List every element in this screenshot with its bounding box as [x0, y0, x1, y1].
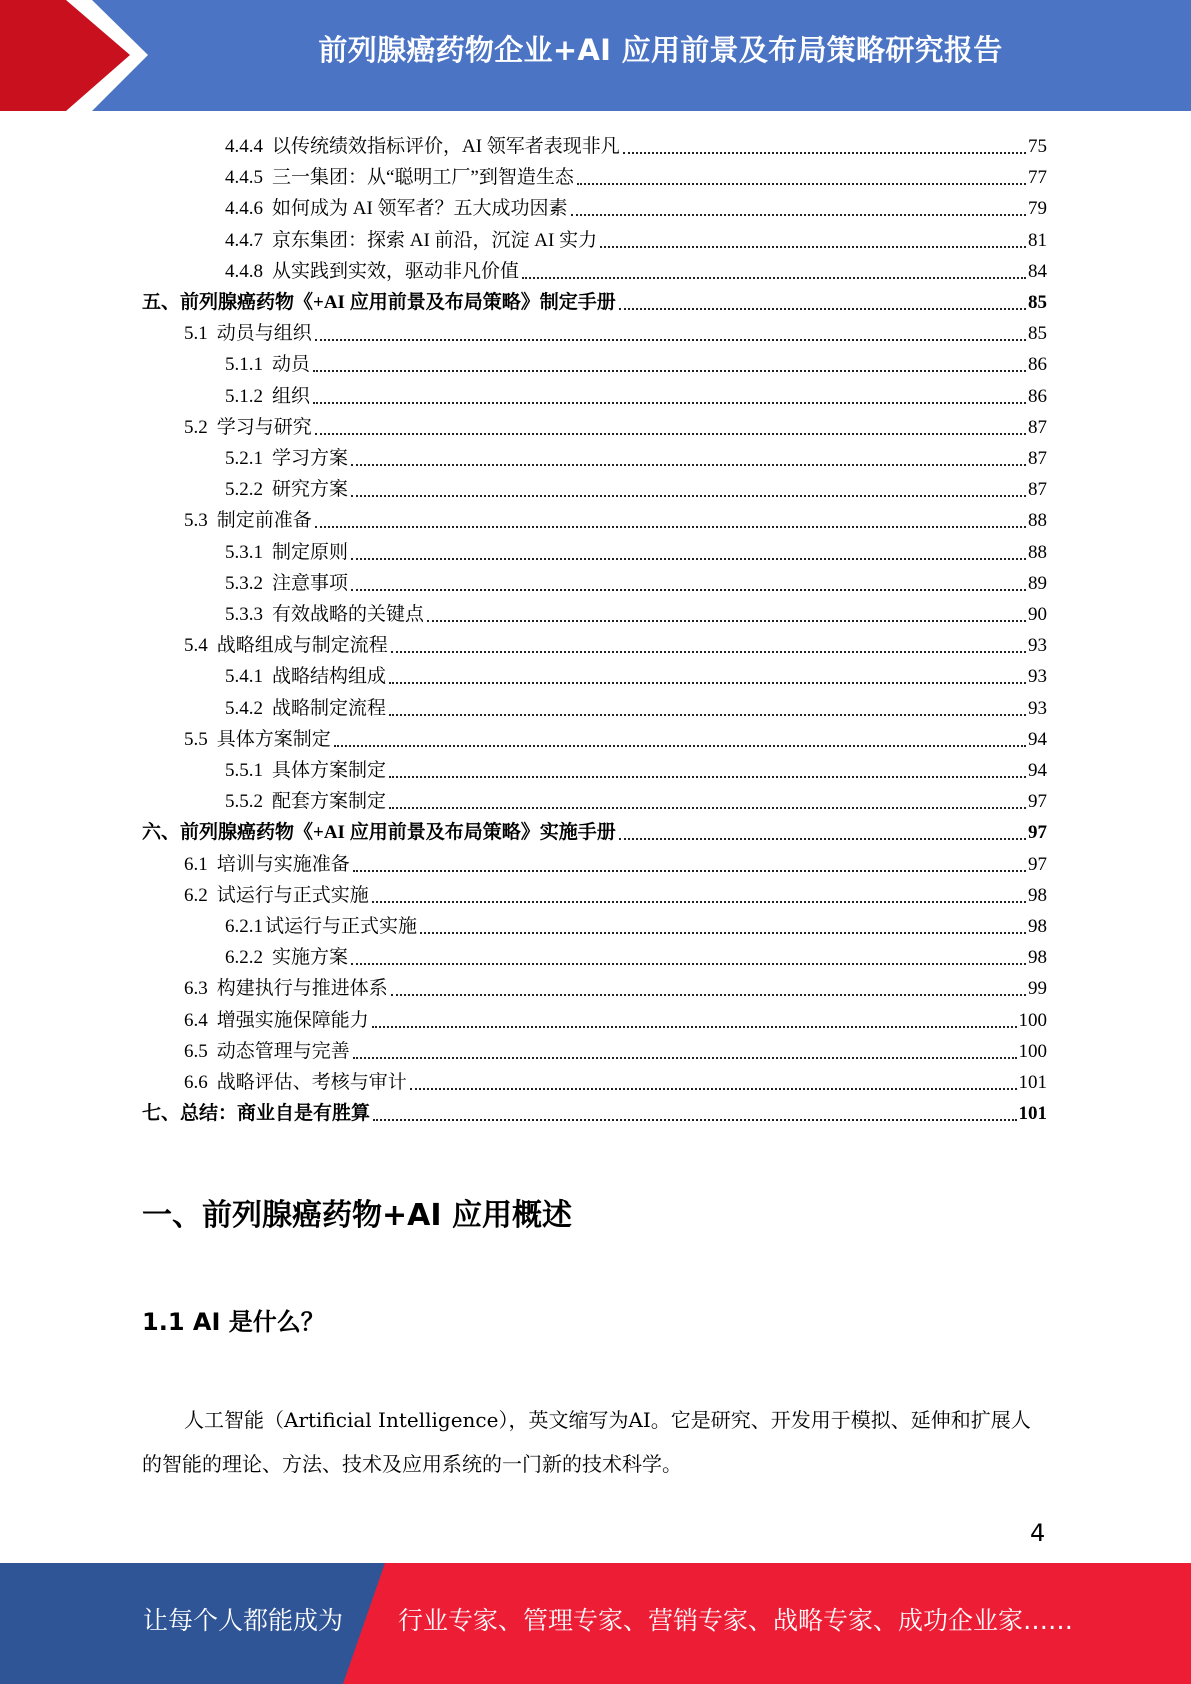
section-heading: 1.1 AI 是什么？ — [142, 1308, 325, 1336]
toc-entry[interactable] — [225, 377, 1047, 408]
toc-entry-title: 研究方案 — [272, 479, 349, 500]
toc-entry-page: 87 — [1028, 417, 1047, 438]
toc-entry-page: 79 — [1028, 198, 1047, 219]
toc-entry-page: 97 — [1028, 854, 1047, 875]
toc-entry-title: 五、前列腺癌药物《+AI 应用前景及布局策略》制定手册 — [142, 292, 616, 313]
toc-entry-number: 6.1 — [184, 854, 208, 875]
toc-entry-number: 6.2.1 — [225, 916, 263, 937]
toc-entry-page: 90 — [1028, 604, 1047, 625]
toc-entry-page: 87 — [1028, 479, 1047, 500]
toc-entry-page: 87 — [1028, 448, 1047, 469]
toc-entry[interactable] — [142, 1094, 1047, 1125]
toc-entry-page: 88 — [1028, 510, 1047, 531]
toc-dot-leader — [351, 558, 1026, 560]
toc-entry-number: 5.3.2 — [225, 573, 263, 594]
toc-entry[interactable] — [225, 533, 1047, 564]
toc-entry-number: 6.4 — [184, 1010, 208, 1031]
toc-entry-page: 93 — [1028, 635, 1047, 656]
toc-entry-page: 100 — [1018, 1041, 1047, 1062]
toc-entry-title: 战略结构组成 — [272, 666, 387, 687]
toc-entry-page: 84 — [1028, 261, 1047, 282]
toc-entry-number: 5.3.3 — [225, 604, 263, 625]
toc-entry-page: 75 — [1028, 136, 1047, 157]
toc-dot-leader — [372, 901, 1026, 903]
toc-entry-title: 增强实施保障能力 — [216, 1010, 369, 1031]
toc-entry-page: 100 — [1018, 1010, 1047, 1031]
toc-entry-number: 5.5.1 — [225, 760, 263, 781]
header-title: 前列腺癌药物企业+AI 应用前景及布局策略研究报告 — [318, 33, 1003, 67]
toc-entry-title: 六、前列腺癌药物《+AI 应用前景及布局策略》实施手册 — [142, 822, 616, 843]
toc-dot-leader — [315, 526, 1026, 528]
toc-entry-page: 98 — [1028, 947, 1047, 968]
toc-dot-leader — [351, 464, 1026, 466]
footer-slogan-left: 让每个人都能成为 — [143, 1606, 344, 1635]
toc-entry-page: 101 — [1018, 1103, 1047, 1124]
toc-dot-leader — [427, 620, 1026, 622]
toc-entry-page: 97 — [1028, 791, 1047, 812]
toc-entry[interactable] — [225, 564, 1047, 595]
toc-entry[interactable] — [184, 876, 1047, 907]
toc-entry[interactable] — [225, 189, 1047, 220]
toc-entry-page: 89 — [1028, 573, 1047, 594]
toc-entry[interactable] — [184, 1032, 1047, 1063]
toc-entry-page: 94 — [1028, 729, 1047, 750]
toc-dot-leader — [623, 152, 1026, 154]
toc-entry-number: 5.1.2 — [225, 386, 263, 407]
toc-dot-leader — [313, 402, 1026, 404]
toc-entry-page: 86 — [1028, 386, 1047, 407]
toc-entry-page: 77 — [1028, 167, 1047, 188]
toc-entry[interactable] — [225, 221, 1047, 252]
toc-dot-leader — [619, 838, 1026, 840]
toc-entry-number: 4.4.6 — [225, 198, 263, 219]
toc-dot-leader — [389, 714, 1026, 716]
toc-entry-number: 4.4.4 — [225, 136, 263, 157]
toc-dot-leader — [315, 339, 1026, 341]
toc-dot-leader — [410, 1088, 1017, 1090]
toc-entry-page: 85 — [1028, 292, 1047, 313]
toc-entry-number: 4.4.5 — [225, 167, 263, 188]
toc-entry[interactable] — [184, 1063, 1047, 1094]
toc-entry[interactable] — [225, 782, 1047, 813]
toc-entry[interactable] — [225, 252, 1047, 283]
toc-entry-title: 具体方案制定 — [272, 760, 387, 781]
toc-entry[interactable] — [225, 470, 1047, 501]
toc-dot-leader — [353, 870, 1026, 872]
toc-entry-title: 注意事项 — [272, 573, 349, 594]
toc-entry-title: 有效战略的关键点 — [272, 604, 425, 625]
toc-dot-leader — [577, 183, 1026, 185]
chapter-heading: 一、前列腺癌药物+AI 应用概述 — [142, 1198, 572, 1233]
toc-entry-title: 从实践到实效，驱动非凡价值 — [272, 261, 520, 282]
toc-entry-page: 99 — [1028, 978, 1047, 999]
toc-entry-title: 战略制定流程 — [272, 698, 387, 719]
toc-entry[interactable] — [184, 626, 1047, 657]
toc-dot-leader — [351, 589, 1026, 591]
footer-slogan-right: 行业专家、管理专家、营销专家、战略专家、成功企业家…… — [398, 1606, 1074, 1635]
toc-entry-title: 培训与实施准备 — [216, 854, 350, 875]
toc-dot-leader — [313, 370, 1026, 372]
toc-entry-title: 以传统绩效指标评价，AI 领军者表现非凡 — [272, 136, 620, 157]
toc-entry-number: 4.4.8 — [225, 261, 263, 282]
toc-entry-page: 98 — [1028, 885, 1047, 906]
toc-entry-number: 5.3.1 — [225, 542, 263, 563]
toc-entry-page: 94 — [1028, 760, 1047, 781]
toc-entry[interactable] — [142, 283, 1047, 314]
page-footer — [0, 1563, 1191, 1684]
toc-entry-title: 如何成为 AI 领军者？五大成功因素 — [272, 198, 568, 219]
toc-dot-leader — [389, 682, 1026, 684]
toc-entry-number: 5.4 — [184, 635, 208, 656]
toc-dot-leader — [522, 277, 1026, 279]
toc-entry[interactable] — [225, 907, 1047, 938]
page-number: 4 — [1030, 1519, 1046, 1547]
toc-entry[interactable] — [225, 158, 1047, 189]
toc-entry-number: 6.2 — [184, 885, 208, 906]
toc-entry-number: 5.2 — [184, 417, 208, 438]
toc-entry-number: 5.1.1 — [225, 354, 263, 375]
toc-entry-title: 动员与组织 — [216, 323, 312, 344]
toc-entry-title: 试运行与正式实施 — [265, 916, 418, 937]
toc-dot-leader — [351, 495, 1026, 497]
toc-entry-number: 6.3 — [184, 978, 208, 999]
toc-entry-number: 5.4.2 — [225, 698, 263, 719]
toc-entry-title: 七、总结：商业自是有胜算 — [142, 1103, 371, 1124]
toc-entry[interactable] — [225, 689, 1047, 720]
body-paragraph: 人工智能（Artificial Intelligence），英文缩写为AI。它是研究、开发用于模拟、延伸和扩展人的智能的理论、方法、技术及应用系统的一门新的技术科学。 — [142, 1408, 1031, 1476]
toc-entry-title: 京东集团：探索 AI 前沿，沉淀 AI 实力 — [272, 230, 598, 251]
toc-entry-number: 6.6 — [184, 1072, 208, 1093]
toc-entry-title: 动员 — [272, 354, 311, 375]
toc-entry-title: 构建执行与推进体系 — [216, 978, 388, 999]
toc-entry[interactable] — [184, 845, 1047, 876]
toc-entry-title: 学习与研究 — [216, 417, 312, 438]
toc-entry[interactable] — [225, 595, 1047, 626]
toc-entry[interactable] — [225, 439, 1047, 470]
toc-dot-leader — [619, 308, 1026, 310]
toc-entry-number: 5.3 — [184, 510, 208, 531]
toc-entry-number: 5.1 — [184, 323, 208, 344]
toc-entry-number: 5.5.2 — [225, 791, 263, 812]
toc-dot-leader — [334, 745, 1026, 747]
toc-entry[interactable] — [184, 969, 1047, 1000]
toc-entry-page: 93 — [1028, 666, 1047, 687]
toc-dot-leader — [391, 994, 1026, 996]
toc-dot-leader — [571, 214, 1026, 216]
toc-entry-number: 6.2.2 — [225, 947, 263, 968]
toc-entry-number: 5.5 — [184, 729, 208, 750]
toc-entry-title: 战略组成与制定流程 — [216, 635, 388, 656]
toc-entry[interactable] — [184, 314, 1047, 345]
toc-entry-title: 组织 — [272, 386, 311, 407]
toc-dot-leader — [351, 963, 1026, 965]
toc-entry-page: 81 — [1028, 230, 1047, 251]
toc-entry-title: 试运行与正式实施 — [216, 885, 369, 906]
toc-dot-leader — [315, 433, 1026, 435]
toc-entry[interactable] — [225, 938, 1047, 969]
toc-entry-number: 5.4.1 — [225, 666, 263, 687]
toc-dot-leader — [600, 246, 1026, 248]
toc-entry-title: 实施方案 — [272, 947, 349, 968]
toc-entry[interactable] — [225, 345, 1047, 376]
toc-entry-page: 97 — [1028, 822, 1047, 843]
toc-entry-title: 制定原则 — [272, 542, 349, 563]
page-header — [0, 0, 1191, 111]
toc-entry[interactable] — [184, 408, 1047, 439]
toc-entry-title: 具体方案制定 — [216, 729, 331, 750]
toc-entry-page: 86 — [1028, 354, 1047, 375]
toc-entry[interactable] — [225, 127, 1047, 158]
toc-entry-title: 学习方案 — [272, 448, 349, 469]
toc-entry-page: 93 — [1028, 698, 1047, 719]
toc-entry[interactable] — [225, 657, 1047, 688]
toc-entry[interactable] — [184, 1001, 1047, 1032]
toc-dot-leader — [389, 807, 1026, 809]
toc-dot-leader — [373, 1119, 1016, 1121]
toc-entry[interactable] — [184, 501, 1047, 532]
toc-entry-page: 101 — [1018, 1072, 1047, 1093]
toc-entry-number: 6.5 — [184, 1041, 208, 1062]
toc-entry-number: 5.2.2 — [225, 479, 263, 500]
toc-entry-title: 制定前准备 — [216, 510, 312, 531]
toc-entry[interactable] — [225, 751, 1047, 782]
toc-entry-title: 三一集团：从“聪明工厂”到智造生态 — [272, 167, 574, 188]
toc-entry-page: 88 — [1028, 542, 1047, 563]
toc-entry-page: 85 — [1028, 323, 1047, 344]
toc-entry[interactable] — [184, 720, 1047, 751]
toc-entry[interactable] — [142, 813, 1047, 844]
toc-dot-leader — [391, 651, 1026, 653]
toc-dot-leader — [353, 1057, 1017, 1059]
toc-dot-leader — [389, 776, 1026, 778]
toc-dot-leader — [420, 932, 1026, 934]
toc-entry-title: 配套方案制定 — [272, 791, 387, 812]
toc-entry-number: 4.4.7 — [225, 230, 263, 251]
toc-entry-title: 战略评估、考核与审计 — [216, 1072, 407, 1093]
toc-entry-number: 5.2.1 — [225, 448, 263, 469]
toc-entry-page: 98 — [1028, 916, 1047, 937]
toc-dot-leader — [372, 1026, 1017, 1028]
toc-entry-title: 动态管理与完善 — [216, 1041, 350, 1062]
